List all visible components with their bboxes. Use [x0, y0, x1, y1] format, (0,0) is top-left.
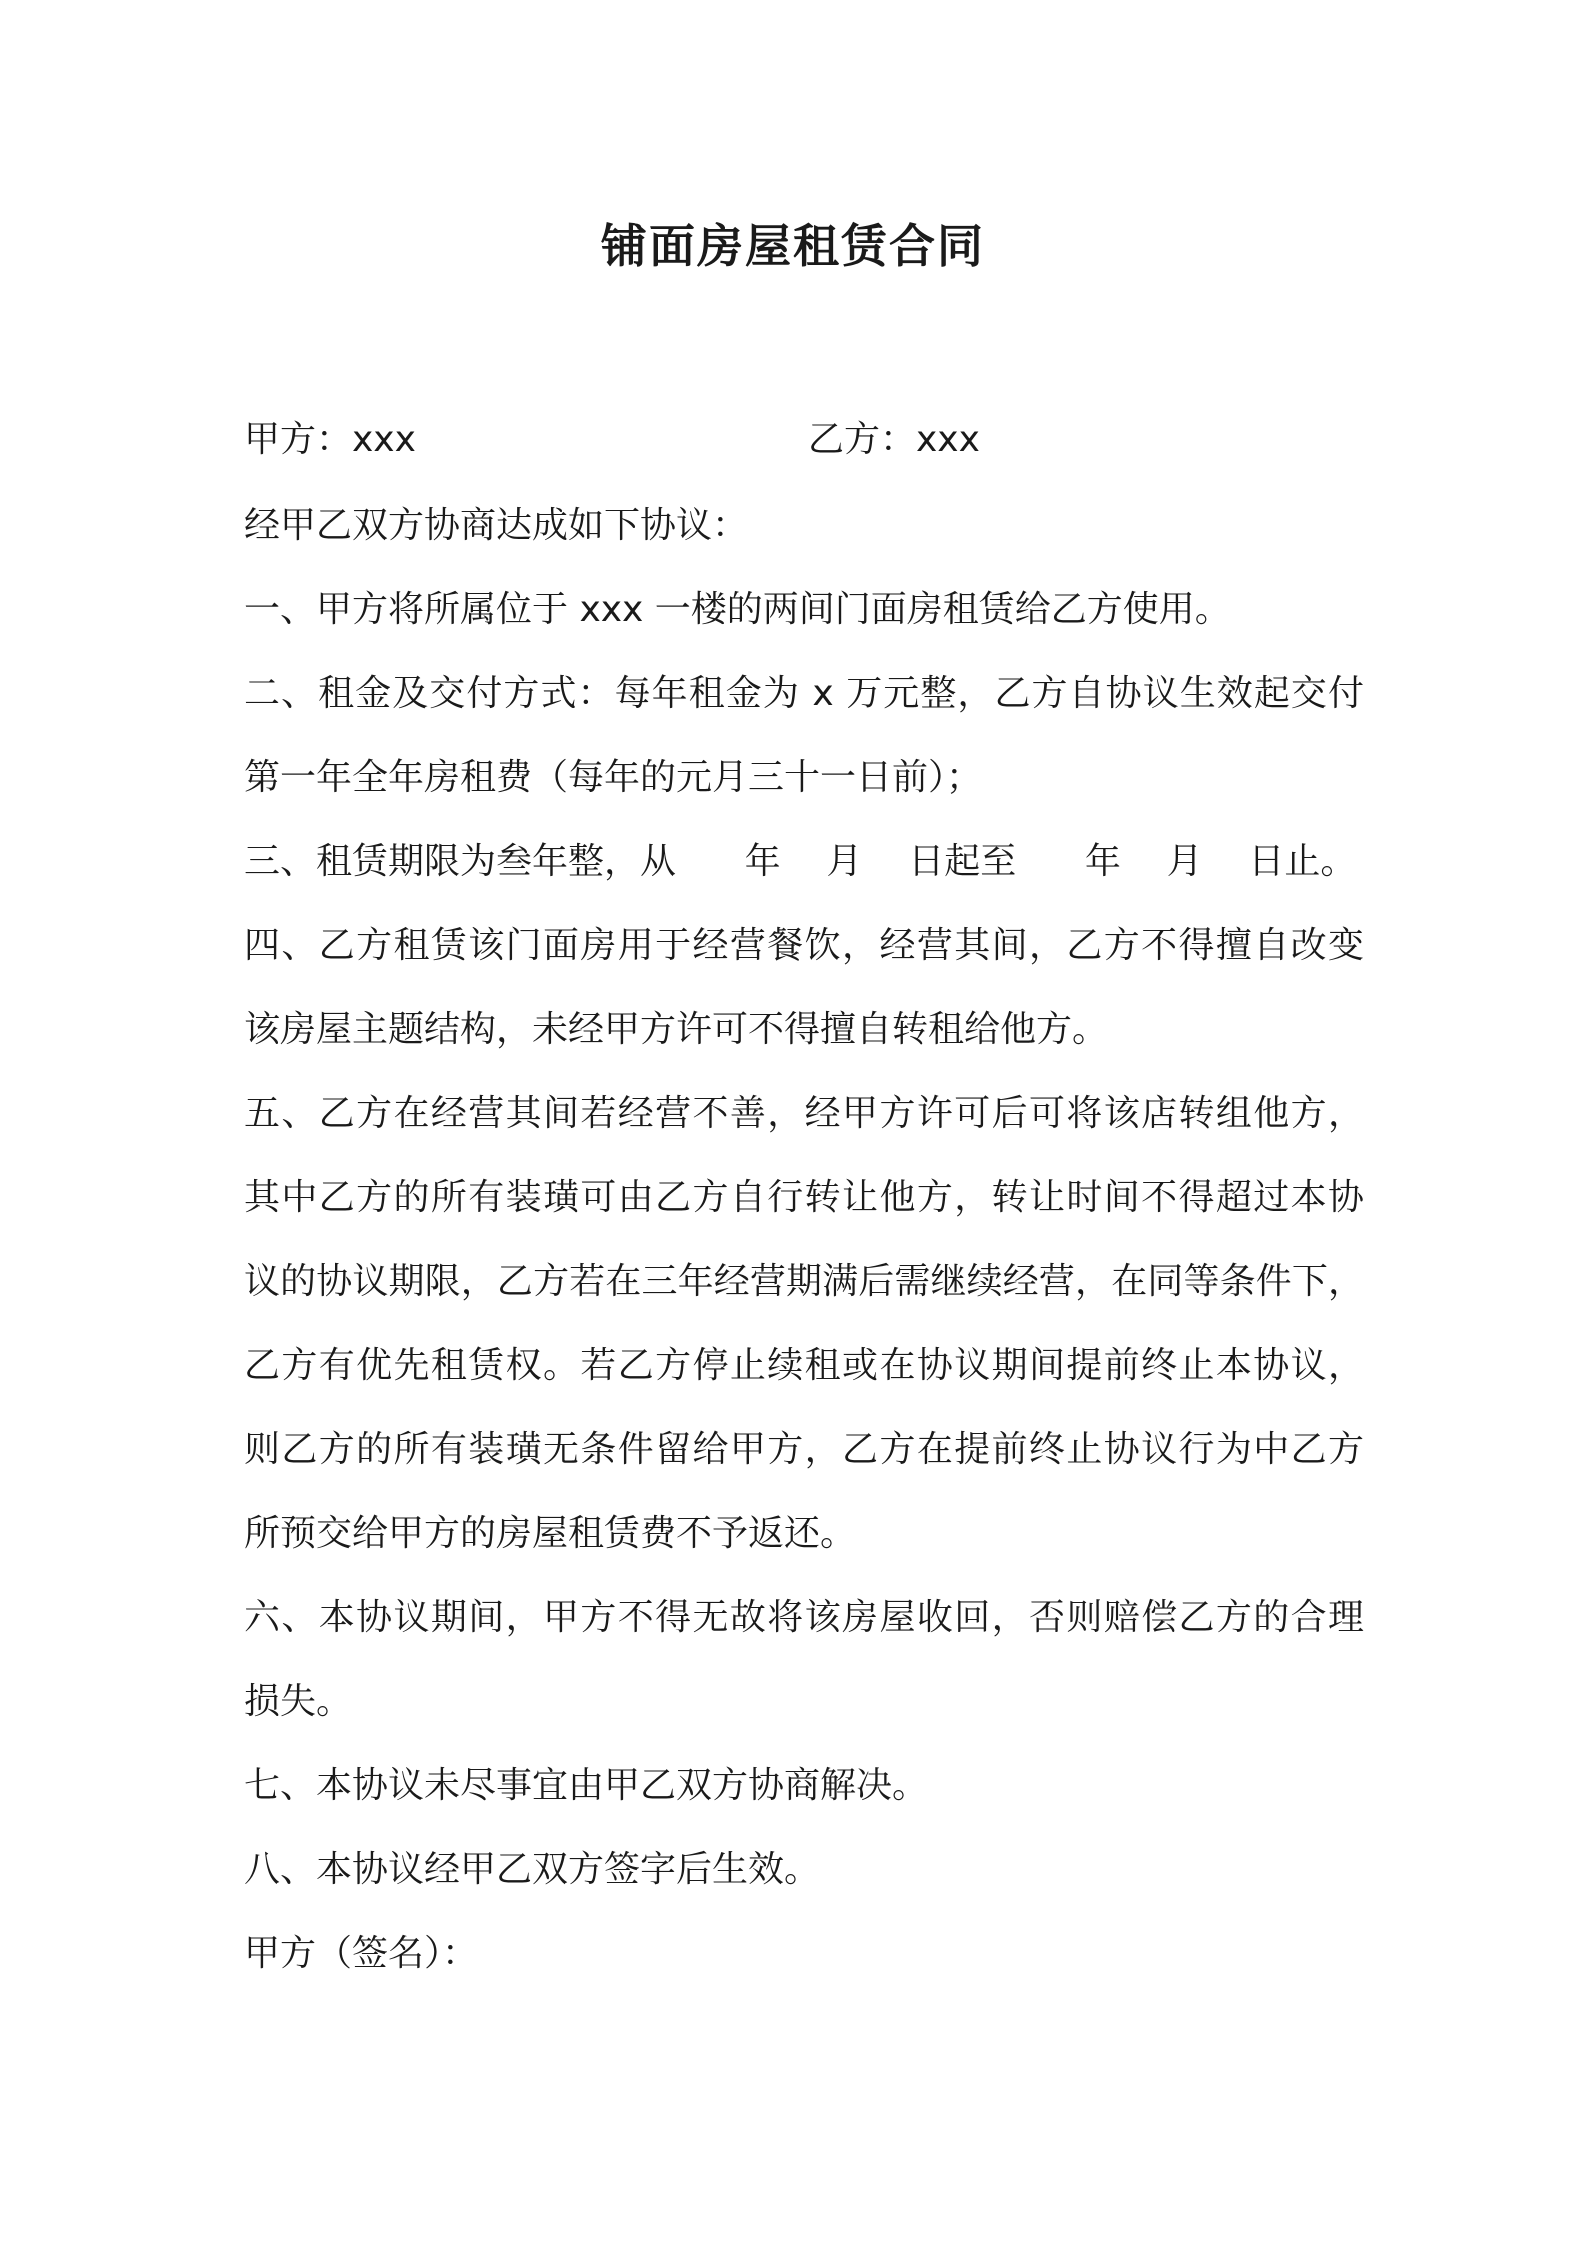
clause-5-line-3: 议的协议期限，乙方若在三年经营期满后需继续经营，在同等条件下，	[244, 1261, 1364, 1302]
clause-5-line-6: 所预交给甲方的房屋租赁费不予返还。	[244, 1513, 857, 1554]
clause-5-line-5: 则乙方的所有装璜无条件留给甲方，乙方在提前终止协议行为中乙方	[244, 1429, 1364, 1470]
parties-row	[244, 410, 1364, 470]
clause-7-line: 七、本协议未尽事宜由甲乙双方协商解决。	[244, 1765, 929, 1806]
clause-1-line: 一、甲方将所属位于 xxx 一楼的两间门面房租赁给乙方使用。	[244, 589, 1231, 630]
party-b-label: 乙方：xxx	[808, 419, 980, 460]
contract-body	[244, 484, 1364, 1996]
document-title: 铺面房屋租赁合同	[601, 219, 985, 273]
party-a-label: 甲方：xxx	[244, 419, 416, 460]
clause-6-line-2: 损失。	[244, 1681, 353, 1722]
clause-5-line-1: 五、乙方在经营其间若经营不善，经甲方许可后可将该店转组他方，	[244, 1093, 1364, 1134]
clause-2-line-1: 二、租金及交付方式：每年租金为 x 万元整，乙方自协议生效起交付	[244, 673, 1364, 714]
clause-6-line-1: 六、本协议期间，甲方不得无故将该房屋收回，否则赔偿乙方的合理	[244, 1597, 1364, 1638]
party-a-signature-line: 甲方（签名）：	[244, 1933, 479, 1974]
intro-line: 经甲乙双方协商达成如下协议：	[244, 505, 749, 546]
clause-3-line: 三、租赁期限为叁年整，从 年 月 日起至 年 月 日止。	[244, 841, 1357, 882]
clause-4-line-2: 该房屋主题结构，未经甲方许可不得擅自转租给他方。	[244, 1009, 1109, 1050]
clause-5-line-4: 乙方有优先租赁权。若乙方停止续租或在协议期间提前终止本协议，	[244, 1345, 1364, 1386]
clause-4-line-1: 四、乙方租赁该门面房用于经营餐饮，经营其间，乙方不得擅自改变	[244, 925, 1364, 966]
clause-8-line: 八、本协议经甲乙双方签字后生效。	[244, 1849, 821, 1890]
clause-2-line-2: 第一年全年房租费（每年的元月三十一日前）；	[244, 757, 983, 798]
clause-5-line-2: 其中乙方的所有装璜可由乙方自行转让他方，转让时间不得超过本协	[244, 1177, 1364, 1218]
